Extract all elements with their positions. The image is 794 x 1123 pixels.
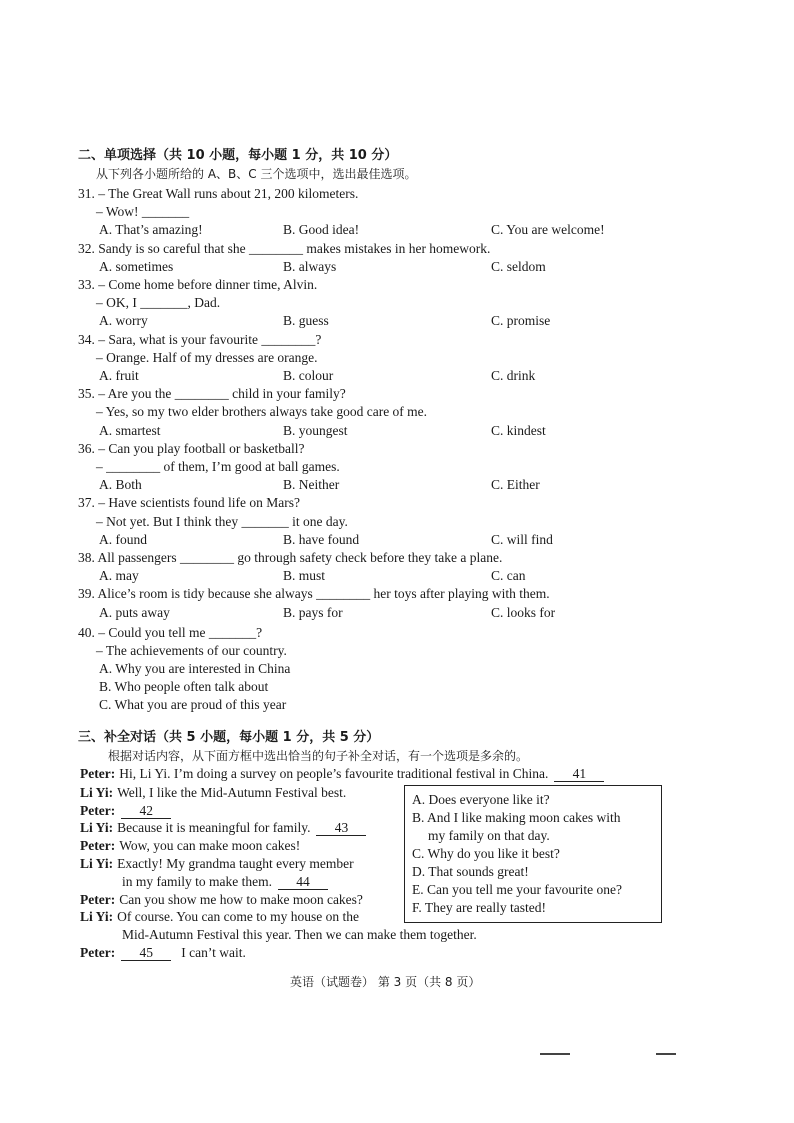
option-c: C. looks for [491,605,556,620]
option-a: A. Both [99,477,142,492]
option-a: A. may [99,568,139,583]
section2-title: 二、单项选择（共 10 小题，每小题 1 分，共 10 分） [78,148,398,163]
box-option: F. They are really tasted! [412,900,546,915]
speaker-label: Peter: [80,945,116,960]
dialogue-text: in my family to make them. [122,874,272,889]
dialogue-line [80,785,346,801]
question-stem: 34. – Sara, what is your favourite ________? [78,332,322,347]
box-option: A. Does everyone like it? [412,792,550,807]
dialogue-text: Exactly! My grandma taught every member [117,856,354,871]
speaker-label: Li Yi: [80,785,114,800]
dialogue-text: Hi, Li Yi. I’m doing a survey on people’s favourite traditional festival in China. [119,766,549,781]
question-stem: 31. – The Great Wall runs about 21, 200 kilometers. [78,186,359,201]
box-option: D. That sounds great! [412,864,529,879]
option-a: A. Why you are interested in China [99,661,291,676]
option-b: B. Neither [283,477,340,492]
dialogue-text: Mid-Autumn Festival this year. Then we can make them together. [122,927,477,942]
speaker-label: Li Yi: [80,820,114,835]
option-c: C. drink [491,368,536,383]
question-response: – Not yet. But I think they _______ it one day. [96,514,348,529]
option-b: B. youngest [283,423,348,438]
option-c: C. will find [491,532,553,547]
dialogue-line [80,766,610,782]
speaker-label: Peter: [80,838,116,853]
dialogue-text: Of course. You can come to my house on the [117,909,359,924]
question-stem: 35. – Are you the ________ child in your family? [78,386,346,401]
option-a: A. That’s amazing! [99,222,203,237]
question-stem: 33. – Come home before dinner time, Alvin. [78,277,318,292]
dialogue-line [80,874,334,890]
option-b: B. always [283,259,337,274]
option-b: B. guess [283,313,329,328]
option-c: C. You are welcome! [491,222,605,237]
question-response: – ________ of them, I’m good at ball games. [96,459,340,474]
blank-number: 44 [296,874,310,889]
option-c: C. What you are proud of this year [99,697,287,712]
option-a: A. smartest [99,423,161,438]
speaker-label: Peter: [80,766,116,781]
box-option: C. Why do you like it best? [412,846,560,861]
option-c: C. seldom [491,259,546,274]
dialogue-line [80,892,363,908]
dialogue-line [80,803,181,819]
dialogue-line [80,909,359,925]
question-stem: 39. Alice’s room is tidy because she always ________ her toys after playing with them. [78,586,550,601]
answer-blank[interactable] [121,946,171,961]
option-a: A. fruit [99,368,139,383]
blank-number: 42 [139,803,153,818]
dialogue-text: I can’t wait. [181,945,246,960]
box-option: my family on that day. [428,828,550,843]
question-stem: 40. – Could you tell me _______? [78,625,263,640]
scan-mark [656,1053,676,1055]
question-response: – Yes, so my two elder brothers always take good care of me. [96,404,428,419]
option-b: B. pays for [283,605,343,620]
option-c: C. can [491,568,526,583]
speaker-label: Li Yi: [80,856,114,871]
question-response: – Orange. Half of my dresses are orange. [96,350,318,365]
dialogue-line [80,945,246,961]
dialogue-text: Can you show me how to make moon cakes? [119,892,363,907]
option-c: C. Either [491,477,540,492]
question-stem: 32. Sandy is so careful that she ________ makes mistakes in her homework. [78,241,491,256]
page-footer: 英语（试题卷） 第 3 页（共 8 页） [290,975,481,989]
option-b: B. colour [283,368,334,383]
question-stem: 38. All passengers ________ go through safety check before they take a plane. [78,550,503,565]
box-option: E. Can you tell me your favourite one? [412,882,622,897]
option-a: A. sometimes [99,259,174,274]
dialogue-text: Because it is meaningful for family. [117,820,311,835]
dialogue-text: Wow, you can make moon cakes! [119,838,301,853]
section3-instruction: 根据对话内容，从下面方框中选出恰当的句子补全对话，有一个选项是多余的。 [108,749,529,763]
option-a: A. worry [99,313,148,328]
question-response: – The achievements of our country. [96,643,287,658]
question-stem: 36. – Can you play football or basketball? [78,441,305,456]
answer-blank[interactable] [316,821,366,836]
dialogue-text: Well, I like the Mid-Autumn Festival best. [117,785,347,800]
dialogue-line [80,820,372,836]
question-response: – Wow! _______ [96,204,190,219]
option-b: B. Good idea! [283,222,360,237]
answer-blank[interactable] [278,875,328,890]
option-a: A. found [99,532,147,547]
blank-number: 41 [572,766,587,781]
section2-instruction: 从下列各小题所给的 A、B、C 三个选项中，选出最佳选项。 [96,167,417,181]
dialogue-line [80,856,354,872]
question-response: – OK, I _______, Dad. [96,295,221,310]
speaker-label: Peter: [80,803,116,818]
option-b: B. must [283,568,326,583]
option-c: C. promise [491,313,551,328]
blank-number: 45 [139,945,153,960]
option-a: A. puts away [99,605,170,620]
section3-title: 三、补全对话（共 5 小题，每小题 1 分，共 5 分） [78,730,380,745]
speaker-label: Li Yi: [80,909,114,924]
box-option: B. And I like making moon cakes with [412,810,621,825]
answer-blank[interactable] [121,804,171,819]
option-b: B. Who people often talk about [99,679,269,694]
option-b: B. have found [283,532,360,547]
blank-number: 43 [334,820,349,835]
dialogue-line [80,927,477,943]
option-c: C. kindest [491,423,546,438]
answer-blank[interactable] [554,767,604,782]
dialogue-line [80,838,300,854]
question-stem: 37. – Have scientists found life on Mars? [78,495,300,510]
speaker-label: Peter: [80,892,116,907]
scan-mark [540,1053,570,1055]
